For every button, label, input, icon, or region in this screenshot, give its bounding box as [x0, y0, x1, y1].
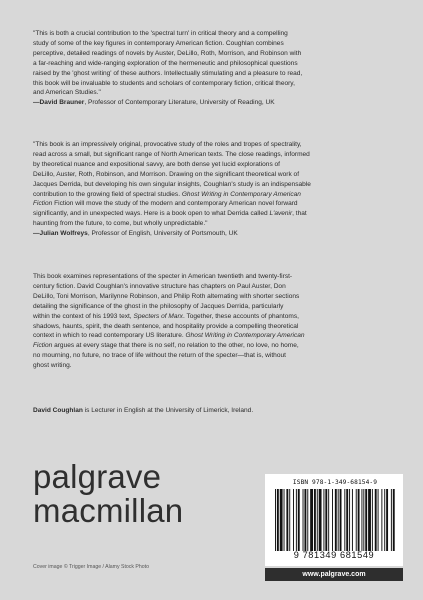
barcode-bar: [317, 489, 318, 551]
barcode-bar: [310, 489, 313, 551]
quote-line: [33, 190, 393, 200]
lavenir-italic: L'avenir: [269, 210, 293, 218]
quote-fragment: , that: [292, 210, 307, 218]
quote-line: by theoretical nuance and expositional savvy, are both dense yet lucid explorations of: [33, 160, 280, 168]
barcode-bar: [386, 489, 388, 551]
author-description: is Lecturer in English at the University of Limerick, Ireland.: [82, 407, 254, 414]
description-line: [33, 341, 393, 351]
quote-line: "This book is an impressively original, provocative study of the roles and tropes of spectrality,: [33, 141, 302, 148]
barcode-bar: [314, 489, 316, 551]
description-line: DeLillo, Toni Morrison, Marilynne Robinson, and Philip Roth alternating with shorter sections: [33, 292, 300, 300]
barcode-bar: [344, 489, 345, 551]
quote-fragment: significantly, and in unexpected ways. Here is a book open to what Derrida called: [33, 210, 270, 218]
barcode-bar: [289, 489, 290, 551]
barcode-bar: [275, 489, 276, 551]
description-line: no mourning, no future, no trace of life without the return of the specter—that is, without: [33, 352, 286, 360]
barcode-bar: [332, 489, 333, 551]
barcode-bar: [328, 489, 329, 551]
barcode-bar: [284, 489, 285, 551]
quote-line: study of some of the key figures in contemporary American fiction. Coughlan combines: [33, 39, 284, 47]
isbn-barcode: [265, 474, 403, 566]
praise-quote-brauner: [33, 29, 393, 108]
quote-attribution: [33, 229, 393, 239]
barcode-bar: [335, 489, 337, 551]
quote-fragment: contribution to the growing field of spectral studies.: [33, 190, 182, 198]
quote-line: [33, 209, 393, 219]
quote-line: [33, 199, 393, 209]
quote-line: DeLillo, Auster, Roth, Robinson, and Morrison. Drawing on the significant theoretical work of: [33, 170, 300, 178]
quote-line: Jacques Derrida, but developing his own singular insights, Coughlan's study is an indispensable: [33, 180, 311, 188]
description-line: shadows, haunts, spirit, the death sentence, and hospitality provide a compelling theoretical: [33, 322, 299, 330]
barcode-bar: [340, 489, 342, 551]
barcode-bar: [356, 489, 357, 551]
quote-line: "This is both a crucial contribution to the 'spectral turn' in critical theory and a compelling: [33, 30, 288, 37]
barcode-bar: [384, 489, 385, 551]
barcode-bar: [319, 489, 322, 551]
barcode-bar: [349, 489, 350, 551]
description-line: This book examines representations of the specter in American twentieth and twenty-first-: [33, 273, 293, 280]
publisher-logo-line1: palgrave: [33, 458, 162, 495]
barcode-bar: [304, 489, 306, 551]
quote-line: read across a small, but significant range of North American texts. The close readings, informed: [33, 150, 310, 158]
barcode-bar: [325, 489, 327, 551]
quote-attribution: [33, 98, 393, 108]
quote-line: raised by the 'ghost writing' of these authors. Intellectually stimulating and a pleasure to read,: [33, 69, 303, 77]
description-line: ghost writing.: [33, 362, 72, 370]
description-line: [33, 312, 393, 322]
barcode-bar: [298, 489, 300, 551]
barcode-bar: [372, 489, 373, 551]
description-fragment: context in which to read contemporary US literature.: [33, 332, 186, 340]
book-title-italic: Fiction: [33, 200, 53, 208]
praise-quote-wolfreys: [33, 140, 393, 239]
description-fragment: . Together, these accounts of phantoms,: [182, 312, 299, 320]
barcode-bar: [391, 489, 392, 551]
cover-image-credit: Cover image © Trigger Image / Alamy Stock Photo: [33, 564, 149, 570]
barcode-bar: [393, 489, 395, 551]
description-line: [33, 331, 393, 341]
barcode-bar: [352, 489, 353, 551]
barcode-bar: [277, 489, 279, 551]
author-bio: [33, 406, 393, 416]
barcode-bar: [363, 489, 364, 551]
description-line: century fiction. David Coughlan's innovative structure has chapters on Paul Auster, Don: [33, 282, 286, 290]
description-fragment: argues at every stage that there is no self, no relation to the other, no love, no home,: [52, 342, 299, 350]
barcode-bar: [338, 489, 339, 551]
quote-line: this book will be invaluable to students and scholars of contemporary fiction, critical theory,: [33, 79, 295, 87]
barcode-bar: [361, 489, 362, 551]
barcode-bar: [286, 489, 288, 551]
attribution-title: , Professor of English, University of Portsmouth, UK: [87, 230, 238, 238]
quote-line: and American Studies.": [33, 89, 101, 97]
book-title-italic: Fiction: [33, 342, 53, 350]
barcode-digits: 9 781349 681549: [293, 550, 375, 560]
attribution-name: —David Brauner: [33, 99, 85, 107]
barcode-bar: [303, 489, 304, 551]
attribution-name: —Julian Wolfreys: [33, 230, 88, 238]
barcode-bar: [358, 489, 360, 551]
barcode-bar: [296, 489, 297, 551]
barcode-bar: [346, 489, 348, 551]
publisher-logo-line2: macmillan: [33, 492, 184, 529]
barcode-bar: [378, 489, 379, 551]
quote-line: haunting from the future, to come, but wholly unpredictable.": [33, 220, 208, 228]
barcode-bar: [368, 489, 371, 551]
barcode-bar: [280, 489, 283, 551]
publisher-logo: [33, 460, 183, 528]
quote-line: a far-reaching and wide-ranging exploration of the hermeneutic and philosophical questions: [33, 59, 298, 67]
book-title-italic: Ghost Writing in Contemporary American: [185, 332, 305, 340]
attribution-title: , Professor of Contemporary Literature, University of Reading, UK: [84, 99, 275, 107]
description-fragment: within the context of his 1993 text,: [33, 312, 134, 320]
author-name: David Coughlan: [33, 407, 83, 414]
barcode-bar: [307, 489, 308, 551]
quote-fragment: Fiction will move the study of the modern and contemporary American novel forward: [54, 200, 298, 208]
barcode-bar: [375, 489, 377, 551]
description-line: detailing the significance of the ghost in the philosophy of Jacques Derrida, particularly: [33, 302, 284, 310]
specters-of-marx-italic: Specters of Marx: [133, 312, 183, 320]
quote-line: perceptive, detailed readings of novels by Auster, DeLillo, Roth, Morrison, and Robinson with: [33, 49, 302, 57]
book-title-italic: Ghost Writing in Contemporary American: [181, 190, 301, 198]
barcode-bar: [381, 489, 382, 551]
barcode-bar: [365, 489, 367, 551]
barcode-bar: [323, 489, 324, 551]
barcode-bars-icon: [275, 489, 395, 551]
isbn-number: ISBN 978-1-349-68154-9: [292, 479, 378, 486]
author-line: [33, 406, 393, 416]
publisher-website[interactable]: www.palgrave.com: [265, 568, 403, 581]
book-description: [33, 272, 393, 371]
barcode-bar: [293, 489, 294, 551]
